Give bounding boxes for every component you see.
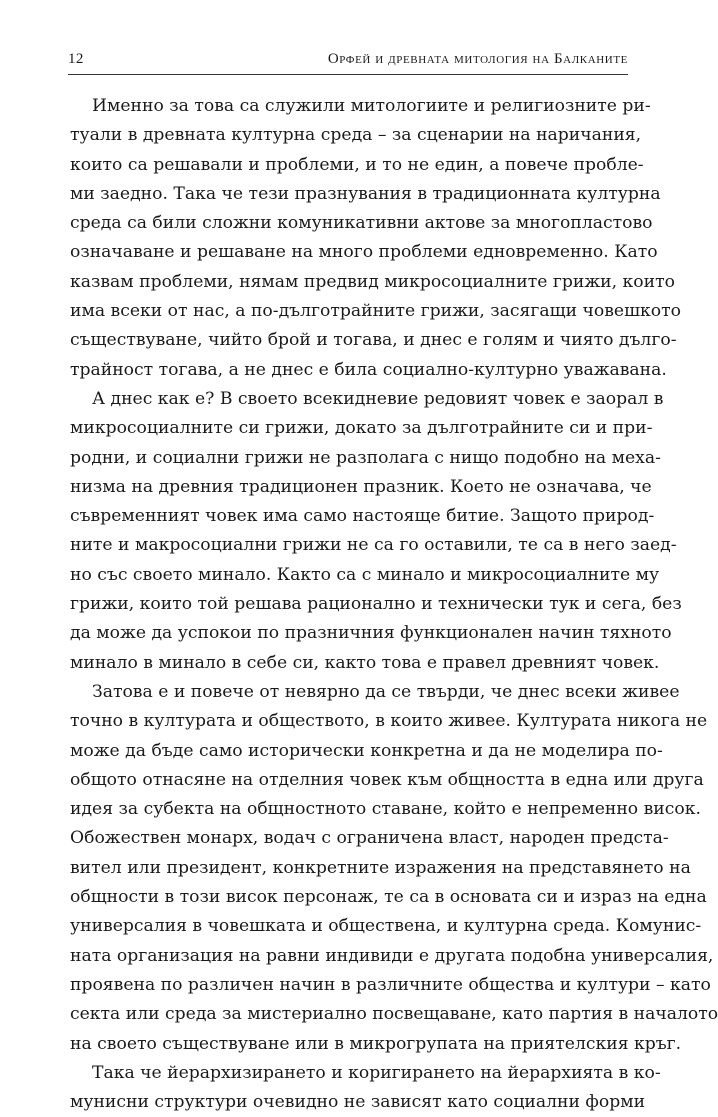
text-line: идея за субекта на общностното ставане, който е непременно висок. (70, 799, 701, 820)
text-line: означаване и решаване на много проблеми едновременно. Като (70, 242, 658, 263)
text-line: да може да успокои по празничния функционален начин тяхното (70, 623, 672, 644)
page-number: 12 (68, 51, 84, 67)
text-line: трайност тогава, а не днес е била социално-културно уважавана. (70, 359, 667, 380)
text-line: но със своето минало. Както са с минало и микросоциалните му (70, 564, 660, 585)
text-line: грижи, които той решава рационално и технически тук и сега, без (70, 594, 682, 615)
text-line: на своето съществуване или в микрогрупата на приятелския кръг. (70, 1033, 682, 1054)
text-line: Именно за това са служили митологиите и религиозните ри- (92, 96, 651, 116)
text-line: ната организация на равни индивиди е другата подобна универсалия, (70, 945, 714, 966)
text-line: Обожествен монарх, водач с ограничена власт, народен предста- (70, 828, 669, 849)
text-line: микросоциалните си грижи, докато за дълготрайните си и при- (70, 418, 653, 439)
text-line: минало в минало в себе си, както това е правел древният човек. (70, 652, 660, 673)
text-line: туали в древната културна среда – за сценарии на наричания, (70, 125, 642, 146)
text-line: може да бъде само исторически конкретна и да не моделира по- (70, 740, 663, 761)
text-line: казвам проблеми, нямам предвид микросоциалните грижи, които (70, 271, 675, 292)
body-text (70, 92, 718, 1117)
text-line: секта или среда за мистериално посвещаване, като партия в началото (70, 1004, 718, 1025)
text-line: родни, и социални грижи не разполага с нищо подобно на меха- (70, 447, 661, 468)
text-line: общности в този висок персонаж, те са в основата си и израз на една (70, 887, 707, 908)
text-line: Така че йерархизирането и коригирането на йерархията в ко- (92, 1062, 661, 1083)
text-line: ните и макросоциални грижи не са го оставили, те са в него заед- (70, 535, 677, 556)
text-line: точно в културата и обществото, в които живее. Културата никога не (70, 711, 708, 732)
text-line: А днес как е? В своето всекидневие редовият човек е заорал в (92, 388, 664, 409)
text-line: универсалия в човешката и обществена, и културна среда. Комунис- (70, 916, 702, 937)
text-line: низма на древния традиционен празник. Което не означава, че (70, 476, 652, 497)
text-line: вител или президент, конкретните изражения на представянето на (70, 857, 691, 878)
running-head (68, 51, 628, 73)
text-line: Затова е и повече от невярно да се твърди, че днес всеки живее (92, 681, 680, 702)
text-line: ми заедно. Така че тези празнувания в традиционната културна (70, 183, 661, 204)
text-line: общото отнасяне на отделния човек към общността в една или друга (70, 769, 704, 790)
running-title: Орфей и древната митология на Балканите (327, 51, 628, 67)
text-line: проявена по различен начин в различните общества и култури – като (70, 974, 711, 995)
text-line: мунисни структури очевидно не зависят като социални форми (70, 1092, 646, 1113)
text-line: съвременният човек има само настояще битие. Защото природ- (70, 506, 655, 527)
text-line: които са решавали и проблеми, и то не един, а повече пробле- (70, 154, 644, 175)
header-rule (68, 74, 628, 75)
text-line: среда са били сложни комуникативни актове за многопластово (70, 213, 653, 234)
text-line: съществуване, чийто брой и тогава, и днес е голям и чиято дълго- (70, 330, 677, 351)
text-line: има всеки от нас, а по-дълготрайните грижи, засягащи човешкото (70, 301, 682, 322)
